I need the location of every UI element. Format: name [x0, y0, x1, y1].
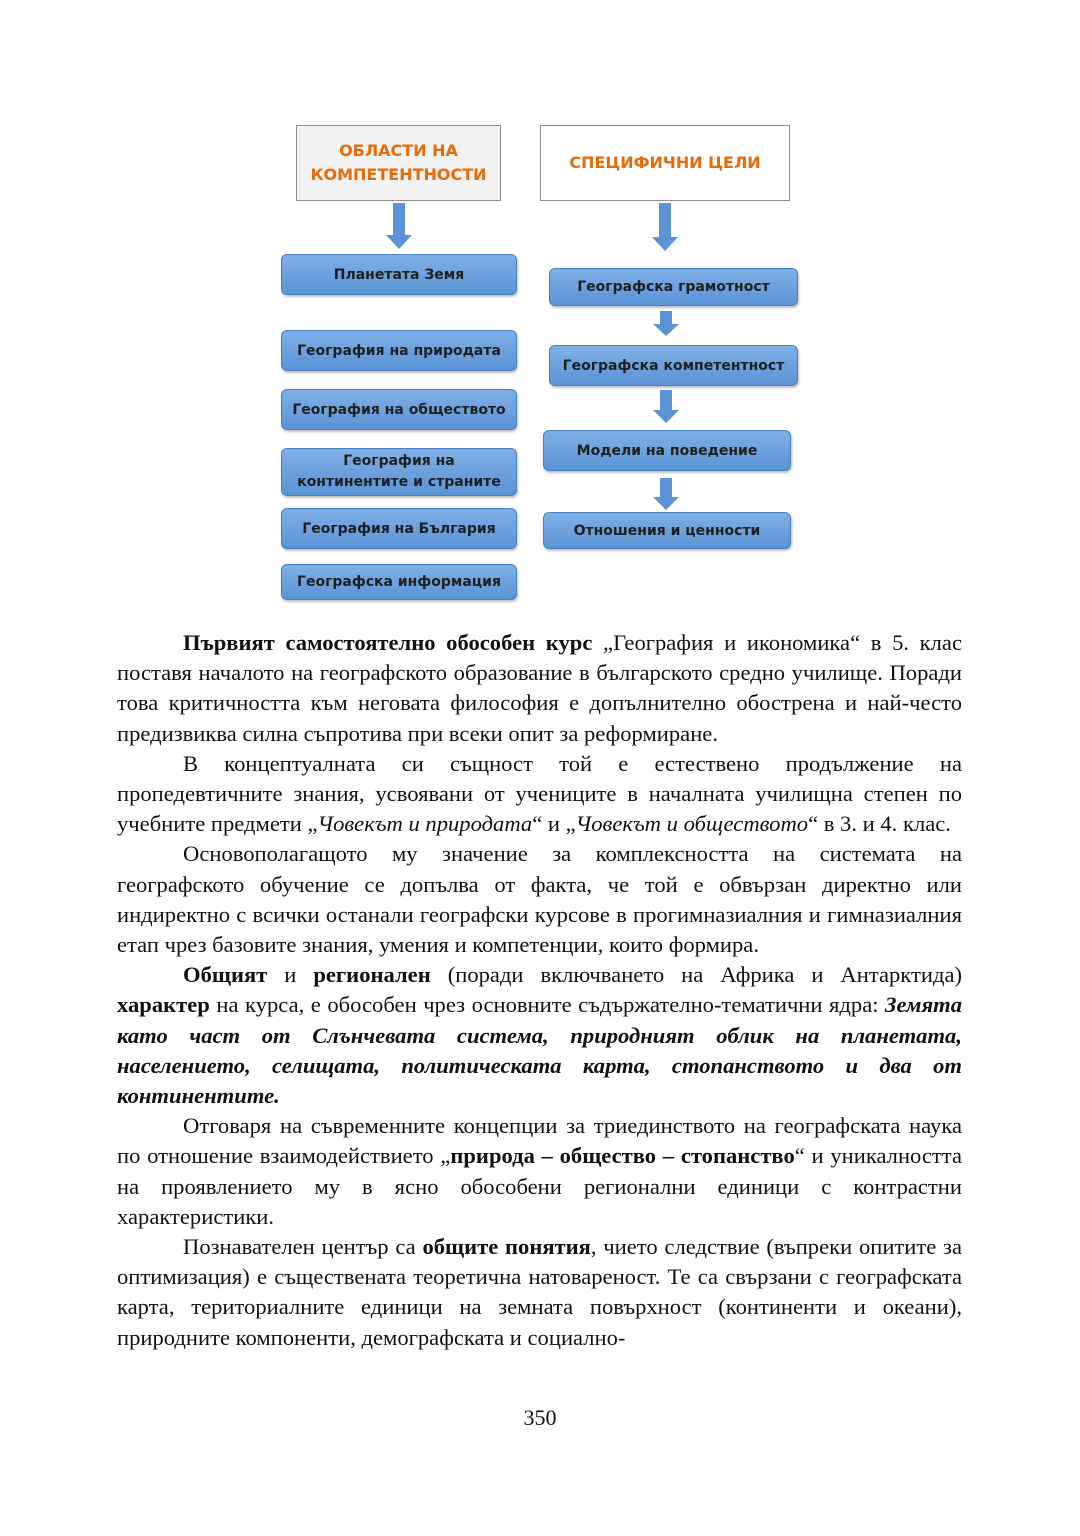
paragraph — [117, 749, 962, 840]
specific-goal-label: Отношения и ценности — [573, 522, 761, 539]
text-run: характер — [117, 992, 210, 1018]
arrow-head-icon — [653, 497, 679, 510]
paragraph — [117, 1232, 962, 1353]
competence-area-box — [281, 389, 517, 430]
arrow-head-icon — [653, 410, 679, 423]
specific-goal-box — [543, 512, 791, 549]
competence-area-label: Географска информация — [297, 574, 501, 590]
arrow-head-icon — [653, 324, 679, 336]
competence-area-label: География на природата — [297, 342, 501, 359]
text-run: регионален — [313, 962, 431, 988]
arrow-head-icon — [652, 237, 678, 251]
text-run: Земята като част от Слънчевата система, природният облик на планетата, населението, селищата, политическата карта, стопанството и два от континентите. — [117, 992, 962, 1109]
text-run: “ в 3. и 4. клас. — [808, 811, 951, 837]
text-run: на курса, е обособен чрез основните съдържателно-тематични ядра: — [209, 992, 886, 1018]
arrow-down-icon — [660, 311, 672, 324]
specific-goal-box — [549, 268, 798, 306]
paragraph — [117, 628, 962, 749]
competence-area-box — [281, 254, 517, 295]
competence-area-box — [281, 508, 517, 549]
text-run: Основополагащото му значение за комплексността на системата на географското обучение се допълва от факта, че той е обвързан директно или индиректно с всички останали географски курсове в прогимназиалния и гимназиалния етап чрез базовите знания, умения и компетенции, които формира. — [117, 841, 962, 958]
specific-goal-box — [543, 430, 791, 471]
text-run: Отговаря на съвременните концепции за триединството на географската наука по отношение взаимодействието „ — [117, 1113, 962, 1169]
text-run: Първият самостоятелно обособен курс — [183, 630, 593, 655]
arrow-down-icon — [659, 203, 671, 237]
paragraph — [117, 960, 962, 1111]
text-run: , чието следствие (въпреки опитите за оптимизация) е съществената теоретична натовареност. Те са свързани с географската карта, териториалните единици на земната повърхност (континенти и океани), природните компоненти, демографската и социално- — [117, 1234, 963, 1350]
specific-goals-header-text: СПЕЦИФИЧНИ ЦЕЛИ — [569, 153, 761, 172]
arrow-down-icon — [393, 203, 405, 235]
text-run: “ и „ — [532, 811, 576, 837]
specific-goal-label: Модели на поведение — [576, 442, 758, 459]
competence-areas-header — [296, 125, 501, 201]
paragraph — [117, 1111, 962, 1232]
page-number: 350 — [523, 1405, 557, 1430]
paragraph — [117, 839, 962, 960]
competence-area-label: География на континентите и страните — [297, 453, 501, 490]
competence-area-label: География на обществото — [292, 401, 506, 418]
competence-area-label: Планетата Земя — [333, 266, 465, 283]
text-run: природа – общество – стопанство — [450, 1143, 795, 1169]
text-run: Познавателен център са — [183, 1234, 423, 1260]
text-run: (поради включването на Африка и Антарктида) — [430, 962, 962, 988]
arrow-head-icon — [386, 235, 412, 249]
text-run: Човекът и обществото — [575, 811, 809, 837]
text-run: и — [267, 962, 314, 988]
arrow-down-icon — [660, 478, 672, 497]
text-run: общите понятия — [422, 1234, 591, 1260]
text-run: Общият — [183, 962, 268, 988]
arrow-down-icon — [660, 390, 672, 410]
competence-area-box — [281, 330, 517, 371]
specific-goal-label: Географска грамотност — [577, 279, 770, 295]
competence-area-label: География на България — [302, 520, 496, 537]
text-run: В концептуалната си същност той е естествено продължение на пропедевтичните знания, усвоявани от учениците в началната училищна степен по учебните предмети „ — [117, 750, 962, 837]
competence-areas-header-text: ОБЛАСТИ НА КОМПЕТЕНТНОСТИ — [310, 141, 487, 184]
text-run: “ и уникалността на проявлението му в ясно обособени регионални единици с контрастни характеристики. — [117, 1143, 962, 1229]
text-run: Човекът и природата — [317, 811, 533, 837]
specific-goals-header — [540, 125, 790, 201]
specific-goal-label: Географска компетентност — [562, 357, 785, 374]
competence-area-box — [281, 448, 517, 496]
text-run: „География и икономика“ в 5. клас поставя началото на географското образование в българското средно училище. Поради това критичността към неговата философия е допълнително обострена и най-често предизвиква силна съпротива при всеки опит за реформиране. — [117, 630, 962, 746]
body-text — [117, 628, 962, 1353]
competence-area-box — [281, 564, 517, 600]
specific-goal-box — [549, 345, 798, 386]
competence-diagram — [0, 0, 1080, 610]
